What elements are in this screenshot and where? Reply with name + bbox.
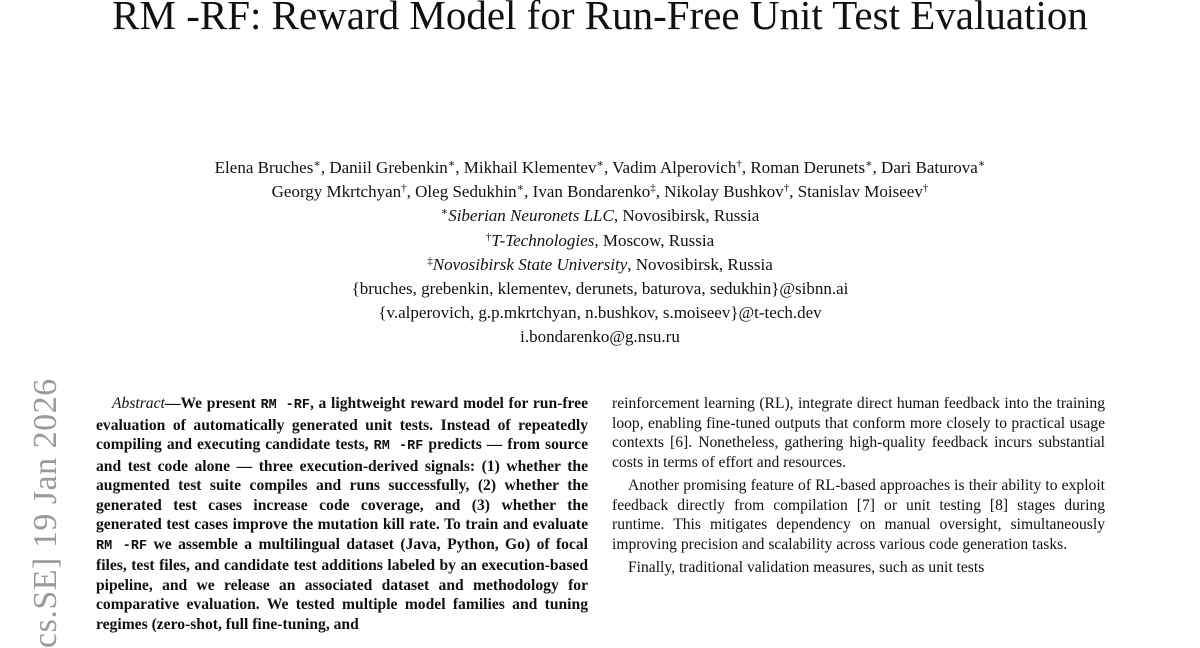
affiliation-mark: ∗ <box>313 158 321 170</box>
abstract <box>96 394 588 634</box>
abstract-label: Abstract <box>112 395 165 412</box>
author-name: Nikolay Bushkov <box>664 182 784 202</box>
author-line-2: Georgy Mkrtchyan†, Oleg Sedukhin∗, Ivan Bondarenko‡, Nikolay Bushkov†, Stanislav Moiseev† <box>271 182 929 202</box>
affiliation-line <box>0 229 1200 253</box>
author-line-1: Elena Bruches∗, Daniil Grebenkin∗, Mikhail Klementev∗, Vadim Alperovich†, Roman Derunets∗, Dari Baturova∗ <box>214 158 986 177</box>
affiliation-place: , Novosibirsk, Russia <box>613 206 760 226</box>
model-name: RM -RF <box>373 439 424 454</box>
author-email: i.bondarenko@g.nsu.ru <box>520 327 680 347</box>
abstract-dash: — <box>164 395 181 412</box>
author-name: Mikhail Klementev <box>463 158 597 177</box>
author-name: Oleg Sedukhin <box>415 182 517 202</box>
affiliation-mark: † <box>736 158 742 170</box>
author-block <box>0 156 1200 350</box>
model-name: RM -RF <box>260 398 310 413</box>
affiliation-mark: † <box>401 182 407 195</box>
body-paragraph: Finally, traditional validation measures, such as unit tests <box>628 559 985 576</box>
author-email: {v.alperovich, g.p.mkrtchyan, n.bushkov, s.moiseev}@t-tech.dev <box>378 303 822 323</box>
author-name: Roman Derunets <box>750 158 866 177</box>
abstract-paragraph <box>96 394 588 634</box>
affiliation-place: , Novosibirsk, Russia <box>627 254 773 274</box>
affiliation-mark: ‡ <box>650 182 656 195</box>
body-paragraph: Another promising feature of RL-based approaches is their ability to exploit feedback directly from compilation [7] or unit testing [8] stages during runtime. This mitigates dependency on manual oversight, simultaneously improving precision and scalability across various code generation tasks. <box>612 477 1105 553</box>
affiliation-mark: ∗ <box>865 158 873 170</box>
affiliation-mark: ∗ <box>596 158 604 170</box>
author-name: Elena Bruches <box>214 158 314 177</box>
arxiv-identifier: cs.SE] 19 Jan 2026 <box>27 378 64 648</box>
affiliation-org: T-Technologies <box>491 230 595 250</box>
affiliation-mark: † <box>922 182 929 195</box>
author-name: Ivan Bondarenko <box>532 182 651 202</box>
body-column-right <box>612 394 1105 578</box>
affiliation-mark: ‡ <box>427 254 433 267</box>
affiliation-mark: ∗ <box>977 158 986 170</box>
affiliation-mark: † <box>783 182 790 195</box>
abstract-text: we assemble a multilingual dataset (Java, Python, Go) of focal files, test files, and candidate test additions labeled by an execution-based pipeline, and we release an associated dataset and methodology for comparative evaluation. We tested multiple model families and tuning regimes (zero-shot, full fine-tuning, and <box>96 535 588 633</box>
author-name: Daniil Grebenkin <box>329 158 448 177</box>
affiliation-mark: † <box>485 230 492 243</box>
affiliation-line <box>0 204 1200 228</box>
affiliation-place: , Moscow, Russia <box>594 230 715 250</box>
abstract-text: We present <box>180 395 261 412</box>
affiliation-mark: ∗ <box>516 182 525 195</box>
author-name: Georgy Mkrtchyan <box>271 182 402 202</box>
affiliation-line <box>0 253 1200 277</box>
author-name: Dari Baturova <box>881 158 978 177</box>
affiliation-org: Siberian Neuronets LLC <box>448 206 614 226</box>
affiliation-org: Novosibirsk State University <box>432 254 628 274</box>
affiliation-mark: ∗ <box>447 158 456 170</box>
abstract-text: predicts — from source and test code alone — three execution-derived signals: (1) whether the augmented test suite compiles and runs successfully, (2) whether the generated test cases increase code coverage, and (3) whether the generated test cases improve the mutation kill rate. To train and evaluate <box>96 436 589 533</box>
model-name: RM -RF <box>96 538 148 554</box>
paper-title: RM -RF: Reward Model for Run-Free Unit Test Evaluation <box>112 0 1088 38</box>
affiliation-mark: ∗ <box>440 206 449 219</box>
author-email: {bruches, grebenkin, klementev, derunets, baturova, sedukhin}@sibnn.ai <box>351 279 849 299</box>
abstract-text: , a lightweight reward model for run-free evaluation of automatically generated unit tests. Instead of repeatedly compiling and executing candidate tests, <box>96 395 588 453</box>
author-name: Vadim Alperovich <box>612 158 737 177</box>
body-paragraph: reinforcement learning (RL), integrate direct human feedback into the training loop, enabling fine-tuned outputs that conform more closely to practical usage contexts [6]. Nonetheless, gathering high-quality feedback incurs substantial costs in terms of effort and resources. <box>612 395 1105 471</box>
author-name: Stanislav Moiseev <box>797 182 923 202</box>
